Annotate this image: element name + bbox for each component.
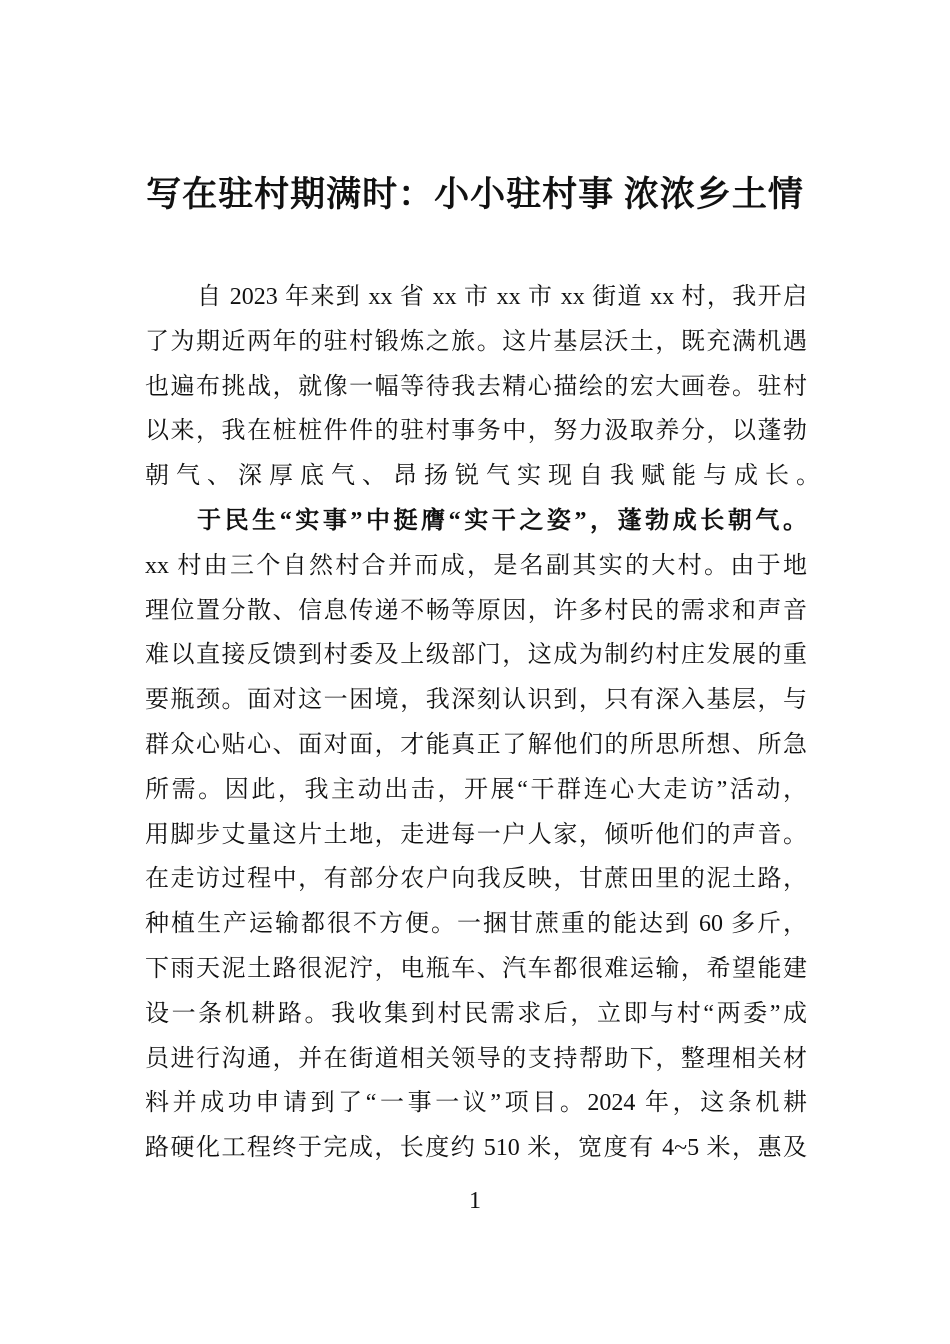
text-line: xx 村由三个自然村合并而成，是名副其实的大村。由于地 [145,552,807,579]
document-body [145,275,827,1171]
text-line: 也遍布挑战，就像一幅等待我去精心描绘的宏大画卷。驻村 [145,373,807,400]
text-line: 用脚步丈量这片土地，走进每一户人家，倾听他们的声音。 [145,821,807,848]
text-line: 路硬化工程终于完成，长度约 510 米，宽度有 4~5 米，惠及 [145,1135,807,1162]
text-line: 难以直接反馈到村委及上级部门，这成为制约村庄发展的重 [145,642,807,669]
page-number: 1 [469,1188,481,1214]
paragraph-2 [145,499,807,1171]
section-heading: 于民生“实事”中挺膺“实干之姿”，蓬勃成长朝气。 [197,507,807,534]
text-line: 员进行沟通，并在街道相关领导的支持帮助下，整理相关材 [145,1045,807,1072]
text-line: 种植生产运输都很不方便。一捆甘蔗重的能达到 60 多斤， [145,911,807,938]
text-line: 自 2023 年来到 xx 省 xx 市 xx 市 xx 街道 xx 村，我开启 [197,284,807,310]
text-line: 理位置分散、信息传递不畅等原因，许多村民的需求和声音 [145,597,807,624]
text-line: 以来，我在桩桩件件的驻村事务中，努力汲取养分，以蓬勃 [145,418,807,445]
text-line: 了为期近两年的驻村锻炼之旅。这片基层沃土，既充满机遇 [145,328,807,355]
text-line: 下雨天泥土路很泥泞，电瓶车、汽车都很难运输，希望能建 [145,955,807,982]
paragraph-1 [145,275,827,499]
text-line: 群众心贴心、面对面，才能真正了解他们的所思所想、所急 [145,731,807,758]
document-title: 写在驻村期满时：小小驻村事 浓浓乡土情 [146,175,804,214]
text-line: 要瓶颈。面对这一困境，我深刻认识到，只有深入基层，与 [145,687,807,714]
text-line: 所需。因此，我主动出击，开展“干群连心大走访”活动， [145,776,807,803]
text-line: 设一条机耕路。我收集到村民需求后，立即与村“两委”成 [145,1000,807,1027]
text-line: 朝气、深厚底气、昂扬锐气实现自我赋能与成长。 [145,463,827,490]
text-line: 在走访过程中，有部分农户向我反映，甘蔗田里的泥土路， [145,866,807,893]
text-line: 料并成功申请到了“一事一议”项目。2024 年，这条机耕 [145,1090,807,1117]
